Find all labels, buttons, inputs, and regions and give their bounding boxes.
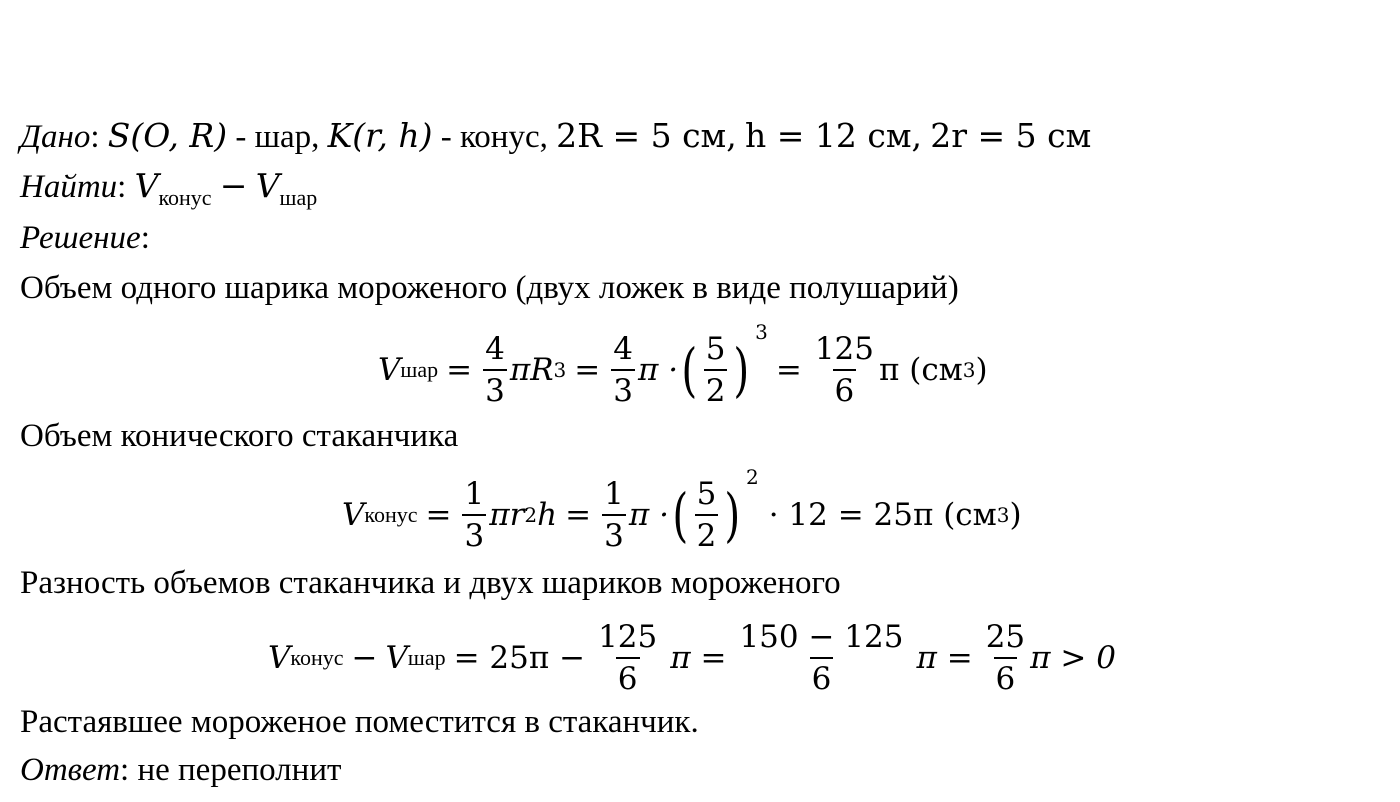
f2-term1: πr (489, 497, 525, 533)
f1-close: ) (975, 352, 988, 388)
f3-minus: − (351, 640, 378, 676)
f3-term3: π > 0 (1030, 640, 1116, 676)
f2-term2: π · (628, 497, 669, 533)
f3-v1: V (268, 640, 291, 676)
f3-frac2 (737, 619, 905, 697)
f1-term1: πR (509, 352, 554, 388)
f1-eq3: = (775, 352, 802, 388)
solution-text-3: Разность объемов стаканчика и двух шариков мороженого (20, 565, 841, 601)
solution-text-1: Объем одного шарика мороженого (двух ложек в виде полушарий) (20, 270, 959, 306)
f2-frac1 (462, 476, 486, 554)
cone-height: h = 12 см, (744, 116, 922, 155)
formula-sphere-volume (378, 320, 988, 415)
f2-frac2-num: 1 (604, 476, 624, 512)
f2-paren-group: ( $\frac{5}{2}$ ) 2 (672, 465, 759, 554)
f3-term1: π = (670, 640, 727, 676)
f1-paren-exp: 3 (755, 320, 768, 344)
given-label: Дано (20, 119, 91, 155)
f2-inner-den: 2 (695, 514, 719, 554)
find-v2: V (255, 166, 280, 205)
f3-frac3 (984, 619, 1027, 697)
find-minus: − (219, 166, 248, 205)
f1-frac3-den: 6 (833, 369, 857, 409)
f3-v2: V (385, 640, 408, 676)
f1-inner-num: 5 (705, 331, 726, 367)
solution-text-2: Объем конического стаканчика (20, 418, 459, 454)
cone-word: - конус, (432, 119, 557, 155)
f2-tail: · 12 = 25π (см (768, 497, 997, 533)
sphere-notation: S(O, R) (107, 116, 228, 155)
answer-label: Ответ (20, 752, 121, 788)
solution-label: Решение (20, 220, 141, 256)
f1-frac2-den: 3 (611, 369, 635, 409)
formula-volume-difference (268, 613, 1116, 703)
f2-v: V (342, 497, 365, 533)
f1-frac2 (611, 331, 635, 409)
f2-sub: конус (364, 502, 418, 527)
f1-paren-group: ( $\frac{5}{2}$ ) 3 (681, 320, 768, 409)
f1-frac1-num: 4 (485, 331, 505, 367)
f2-inner-frac (695, 476, 719, 554)
f3-term2: π = (916, 640, 973, 676)
f1-frac3 (813, 331, 876, 409)
f1-sub: шар (400, 357, 439, 382)
f3-frac3-num: 25 (985, 619, 1026, 655)
f2-frac2 (602, 476, 626, 554)
f1-eq1: = (446, 352, 473, 388)
f3-sub2: шар (407, 645, 446, 670)
f2-exp3: 3 (996, 503, 1010, 527)
diameter-sphere: 2R = 5 см, (556, 116, 737, 155)
f1-frac1-den: 3 (483, 369, 507, 409)
f1-term3: π (см (879, 352, 963, 388)
f2-exp1: 2 (524, 503, 538, 527)
f2-frac2-den: 3 (602, 514, 626, 554)
f3-frac2-num: 150 − 125 (739, 619, 904, 655)
f2-close: ) (1009, 497, 1022, 533)
find-v1: V (134, 166, 159, 205)
sphere-word: - шар, (227, 119, 328, 155)
f3-frac2-den: 6 (810, 657, 834, 697)
answer-line (20, 750, 341, 790)
formula-cone-volume (342, 465, 1022, 560)
find-sub-sphere: шар (279, 185, 318, 210)
f1-exp3: 3 (962, 358, 976, 382)
solution-heading: Решение: (20, 220, 150, 256)
given-line: Дано: S(O, R) - шар, K(r, h) - конус, 2R = 5 см, h = 12 см, 2r = 5 см (20, 116, 1092, 155)
f2-frac1-num: 1 (464, 476, 485, 512)
diameter-cone: 2r = 5 см (930, 116, 1092, 155)
f3-sub1: конус (290, 645, 344, 670)
f1-frac3-num: 125 (814, 331, 874, 367)
cone-notation: K(r, h) (327, 116, 433, 155)
f2-eq2: = (565, 497, 592, 533)
f2-term1b: h (537, 497, 558, 533)
f1-inner-den: 2 (704, 369, 728, 409)
find-sub-cone: конус (158, 185, 212, 210)
f1-inner-frac (704, 331, 728, 409)
f3-frac1 (596, 619, 659, 697)
find-line: Найти: $V_{конус} - V_{шар}$ (20, 166, 318, 210)
f1-term2: π · (638, 352, 679, 388)
f1-v: V (378, 352, 401, 388)
f3-frac1-num: 125 (598, 619, 658, 655)
f2-paren-exp: 2 (745, 465, 759, 489)
f1-frac1 (483, 331, 507, 409)
f2-inner-num: 5 (696, 476, 717, 512)
f2-eq1: = (425, 497, 452, 533)
f3-eq: = 25π − (453, 640, 586, 676)
f2-frac1-den: 3 (462, 514, 486, 554)
f3-frac3-den: 6 (994, 657, 1018, 697)
solution-text-4: Растаявшее мороженое поместится в стаканчик. (20, 704, 699, 740)
f1-eq2: = (574, 352, 601, 388)
f1-exp1: 3 (553, 358, 567, 382)
f3-frac1-den: 6 (616, 657, 640, 697)
answer-text: : не переполнит (120, 752, 342, 788)
find-label: Найти (20, 169, 118, 205)
f1-frac2-num: 4 (613, 331, 633, 367)
